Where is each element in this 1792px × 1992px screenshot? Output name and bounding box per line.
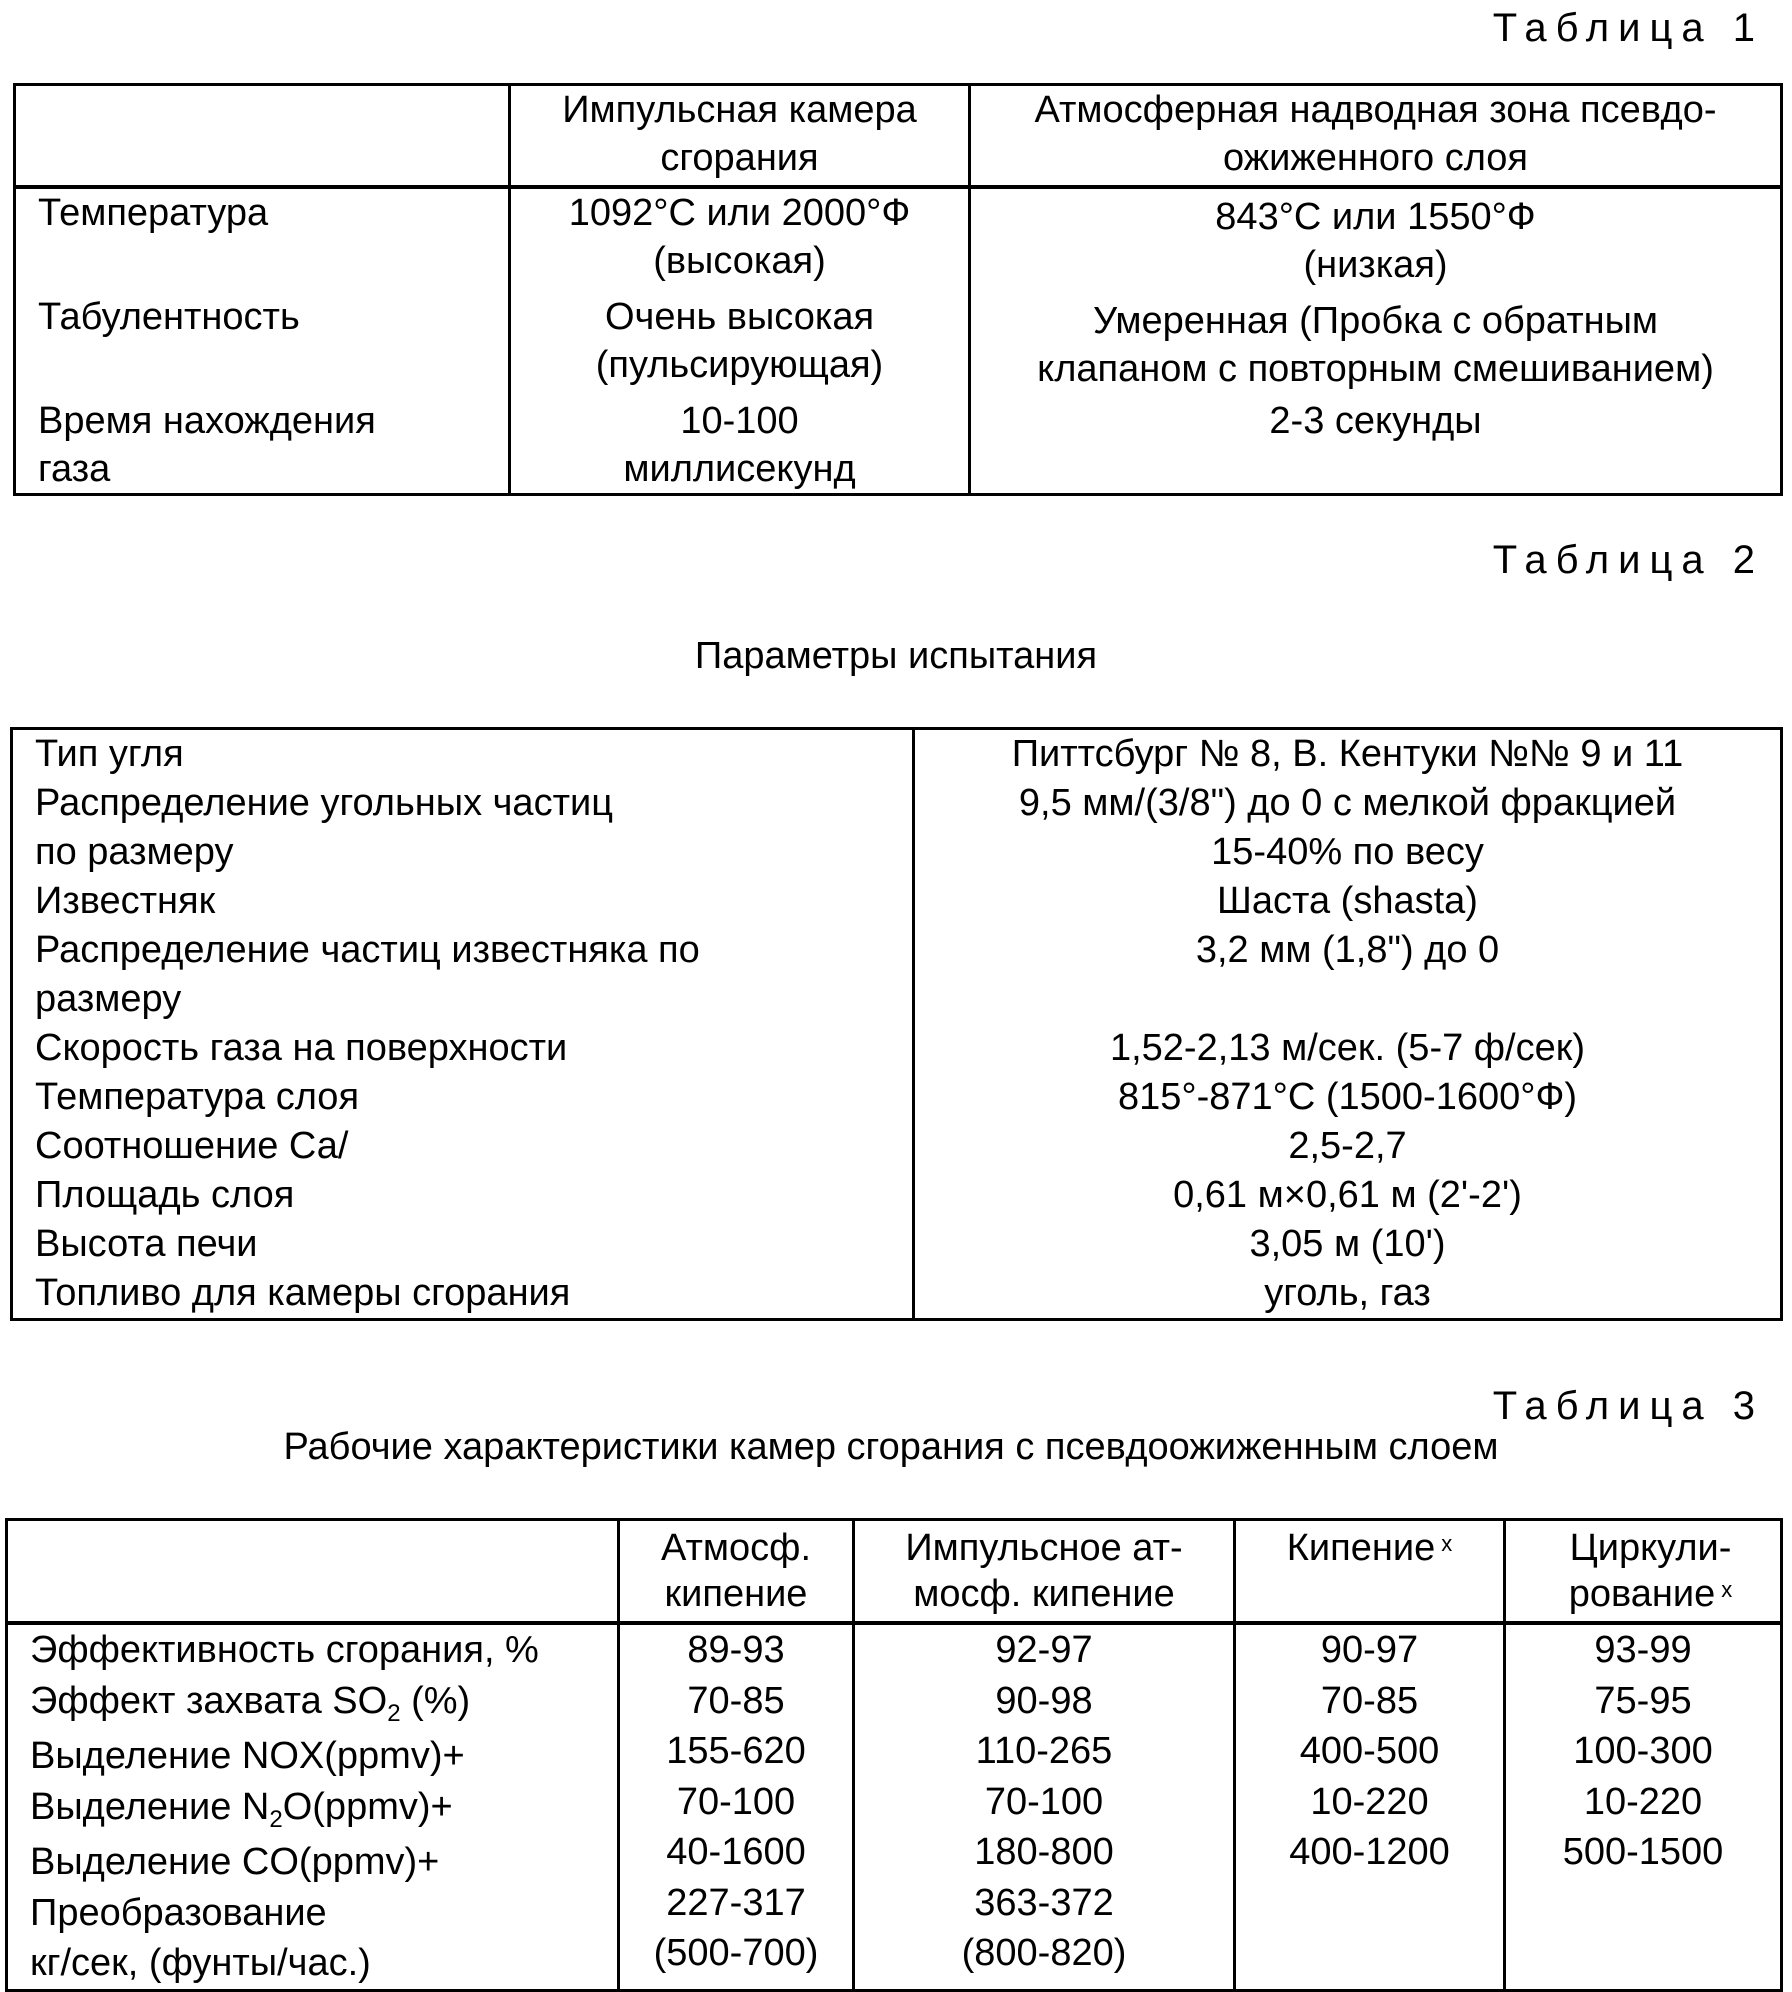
table-row: [12, 1220, 1782, 1269]
row-label: Преобразование: [30, 1888, 617, 1939]
table-row: [12, 975, 1782, 1024]
table2-caption: Таблица 2: [1493, 540, 1764, 580]
header-text: Циркули-рование: [1569, 1527, 1732, 1615]
table2-title: Параметры испытания: [0, 637, 1792, 675]
table3-col-pulse: [854, 1623, 1235, 1990]
cell-value: 90-98: [855, 1676, 1233, 1727]
table-row: [12, 1024, 1782, 1073]
value-line: 843°С или 1550°Ф: [971, 193, 1780, 241]
table3-labels: [7, 1623, 619, 1990]
footnote-mark: x: [1721, 1577, 1732, 1602]
value-line: клапаном с повторным смешиванием): [971, 345, 1780, 393]
row-label: Табулентность: [15, 293, 510, 397]
value-line: Умеренная (Пробка с обратным: [971, 297, 1780, 345]
cell-value: 155-620: [620, 1726, 852, 1777]
table-row: [12, 828, 1782, 877]
value-line: 1092°С или 2000°Ф: [511, 189, 968, 237]
cell-value: 227-317: [620, 1878, 852, 1929]
row-label: кг/сек, (фунты/час.): [30, 1938, 617, 1989]
label-part: Выделение N: [30, 1786, 269, 1828]
row-label: Соотношение Са/: [12, 1122, 914, 1171]
row-value: [510, 187, 970, 293]
label-part: (%): [401, 1680, 471, 1722]
cell-value: 100-300: [1506, 1726, 1780, 1777]
row-label: Температура: [15, 187, 510, 293]
table3-body-row: [7, 1623, 1782, 1990]
table-row: [12, 1073, 1782, 1122]
table3-col-boiling: [1235, 1623, 1505, 1990]
value-line: (низкая): [971, 241, 1780, 289]
row-value: [970, 397, 1782, 495]
row-value: [510, 293, 970, 397]
subscript: 2: [269, 1806, 282, 1833]
value-line: (высокая): [511, 237, 968, 285]
row-label: [30, 1782, 617, 1838]
cell-value: 70-100: [620, 1777, 852, 1828]
row-label: Топливо для камеры сгорания: [12, 1269, 914, 1320]
table3-header-row: [7, 1520, 1782, 1624]
row-label: [30, 1676, 617, 1732]
value-line: 2-3 секунды: [971, 397, 1780, 445]
table1-header-atmos: Атмосферная надводная зона псевдо-ожиженного слоя: [970, 85, 1782, 188]
table-row: [15, 397, 1782, 495]
cell-value: 92-97: [855, 1625, 1233, 1676]
cell-value: 90-97: [1236, 1625, 1503, 1676]
table3-col-circulating: [1505, 1623, 1782, 1990]
cell-value: 180-800: [855, 1827, 1233, 1878]
cell-value: [1236, 1878, 1503, 1929]
table-row: [12, 729, 1782, 780]
table1: [13, 83, 1783, 496]
label-part: Эффект захвата SO: [30, 1680, 387, 1722]
row-value: 815°-871°С (1500-1600°Ф): [914, 1073, 1782, 1122]
row-label: Эффективность сгорания, %: [30, 1625, 617, 1676]
cell-value: 93-99: [1506, 1625, 1780, 1676]
cell-value: 70-100: [855, 1777, 1233, 1828]
cell-value: 10-220: [1236, 1777, 1503, 1828]
row-value: 9,5 мм/(3/8") до 0 с мелкой фракцией: [914, 779, 1782, 828]
table-row: [12, 1269, 1782, 1320]
table3: [5, 1518, 1783, 1992]
row-value: [970, 187, 1782, 293]
footnote-mark: x: [1441, 1531, 1452, 1556]
label-part: O(ppmv)+: [283, 1786, 453, 1828]
row-label: Распределение частиц известняка по: [12, 926, 914, 975]
row-label: Скорость газа на поверхности: [12, 1024, 914, 1073]
table3-header-pulse: [854, 1520, 1235, 1624]
row-value: Питтсбург № 8, В. Кентуки №№ 9 и 11: [914, 729, 1782, 780]
cell-value: 89-93: [620, 1625, 852, 1676]
row-value: 1,52-2,13 м/сек. (5-7 ф/сек): [914, 1024, 1782, 1073]
table-row: [12, 877, 1782, 926]
table3-header-empty: [7, 1520, 619, 1624]
cell-value: 70-85: [1236, 1676, 1503, 1727]
table1-header-empty: [15, 85, 510, 188]
row-value: 3,2 мм (1,8") до 0: [914, 926, 1782, 975]
row-label: Выделение NOX(ppmv)+: [30, 1731, 617, 1782]
cell-value: 363-372: [855, 1878, 1233, 1929]
row-value: 3,05 м (10'): [914, 1220, 1782, 1269]
header-text: Кипение: [1287, 1527, 1435, 1569]
cell-value: [1506, 1878, 1780, 1929]
row-value: 15-40% по весу: [914, 828, 1782, 877]
row-label: по размеру: [12, 828, 914, 877]
value-line: Очень высокая: [511, 293, 968, 341]
row-label: Известняк: [12, 877, 914, 926]
row-value: [914, 975, 1782, 1024]
row-label: Температура слоя: [12, 1073, 914, 1122]
table-row: [12, 926, 1782, 975]
row-label: Площадь слоя: [12, 1171, 914, 1220]
subscript: 2: [387, 1700, 400, 1727]
table-row: [15, 293, 1782, 397]
table3-header-atmos: [619, 1520, 854, 1624]
table2: [10, 727, 1783, 1321]
table3-caption: Таблица 3: [1493, 1386, 1764, 1426]
table-row: [12, 1171, 1782, 1220]
table3-header-boiling: [1235, 1520, 1505, 1624]
row-value: 2,5-2,7: [914, 1122, 1782, 1171]
cell-value: 400-1200: [1236, 1827, 1503, 1878]
row-label: Распределение угольных частиц: [12, 779, 914, 828]
cell-value: [1506, 1928, 1780, 1979]
cell-value: (800-820): [855, 1928, 1233, 1979]
header-text: Импульсное ат-мосф. кипение: [905, 1527, 1182, 1615]
value-line: 10-100: [511, 397, 968, 445]
cell-value: (500-700): [620, 1928, 852, 1979]
cell-value: 70-85: [620, 1676, 852, 1727]
row-value: уголь, газ: [914, 1269, 1782, 1320]
table1-header-pulse: Импульсная камера сгорания: [510, 85, 970, 188]
row-value: Шаста (shasta): [914, 877, 1782, 926]
cell-value: 10-220: [1506, 1777, 1780, 1828]
table1-caption: Таблица 1: [1493, 8, 1764, 48]
value-line: (пульсирующая): [511, 341, 968, 389]
header-text: Атмосф. кипение: [661, 1527, 811, 1615]
row-value: [510, 397, 970, 495]
row-label: Высота печи: [12, 1220, 914, 1269]
cell-value: 75-95: [1506, 1676, 1780, 1727]
table-row: [12, 779, 1782, 828]
row-value: [970, 293, 1782, 397]
table3-header-circulating: [1505, 1520, 1782, 1624]
row-label: Выделение CO(ppmv)+: [30, 1837, 617, 1888]
cell-value: 400-500: [1236, 1726, 1503, 1777]
row-label: Тип угля: [12, 729, 914, 780]
row-label: Время нахождения газа: [15, 397, 510, 495]
value-line: миллисекунд: [511, 445, 968, 493]
table-row: [12, 1122, 1782, 1171]
row-label: размеру: [12, 975, 914, 1024]
cell-value: 40-1600: [620, 1827, 852, 1878]
cell-value: [1236, 1928, 1503, 1979]
table3-title: Рабочие характеристики камер сгорания с псевдоожиженным слоем: [0, 1428, 1787, 1466]
cell-value: 500-1500: [1506, 1827, 1780, 1878]
table-row: [15, 187, 1782, 293]
table3-col-atmos: [619, 1623, 854, 1990]
row-value: 0,61 м×0,61 м (2'-2'): [914, 1171, 1782, 1220]
cell-value: 110-265: [855, 1726, 1233, 1777]
table1-header-row: [15, 85, 1782, 188]
